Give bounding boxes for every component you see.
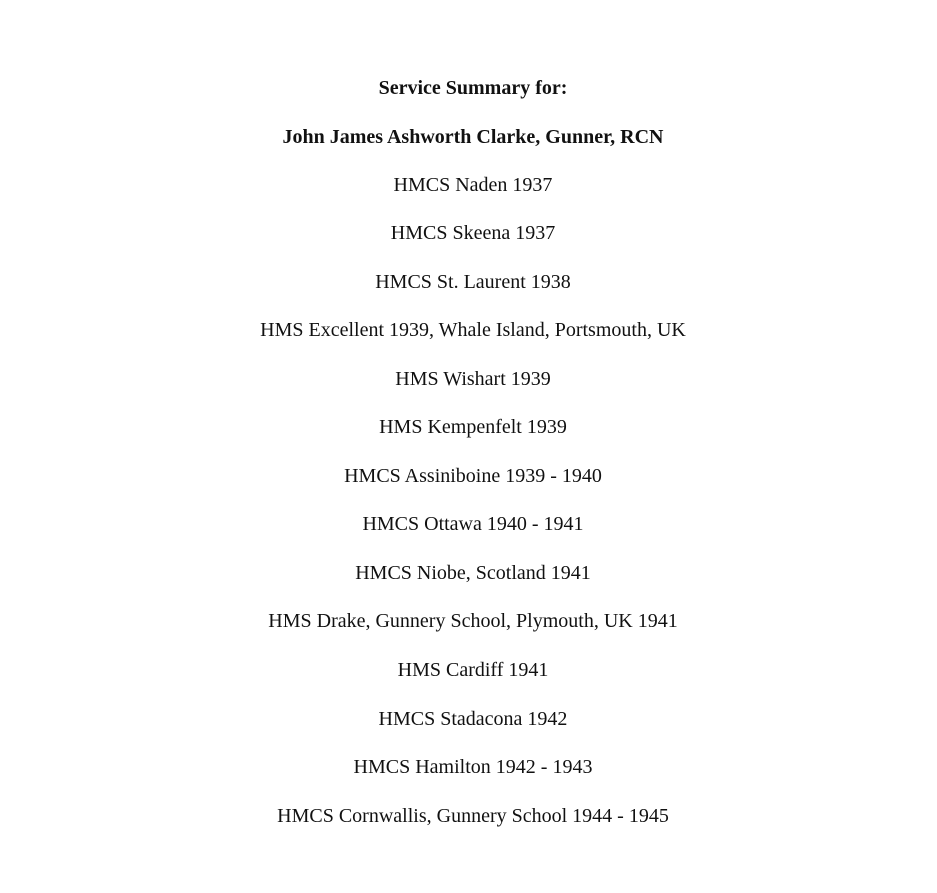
posting-line: HMCS Naden 1937 xyxy=(393,174,553,196)
posting-line: HMS Excellent 1939, Whale Island, Portsmouth, UK xyxy=(260,319,686,341)
posting-line: HMCS Niobe, Scotland 1941 xyxy=(355,562,591,584)
posting-line: HMCS Skeena 1937 xyxy=(390,222,556,244)
posting-line: HMS Drake, Gunnery School, Plymouth, UK 1941 xyxy=(268,610,678,632)
posting-line: HMCS Assiniboine 1939 - 1940 xyxy=(344,465,602,487)
posting-line: HMS Cardiff 1941 xyxy=(397,659,549,681)
posting-line: HMCS St. Laurent 1938 xyxy=(375,271,571,293)
posting-line: HMCS Hamilton 1942 - 1943 xyxy=(353,756,593,778)
document-heading: Service Summary for: xyxy=(378,77,568,99)
posting-line: HMS Wishart 1939 xyxy=(395,368,551,390)
posting-line: HMCS Ottawa 1940 - 1941 xyxy=(362,513,584,535)
person-name: John James Ashworth Clarke, Gunner, RCN xyxy=(282,126,664,148)
posting-line: HMCS Stadacona 1942 xyxy=(378,708,568,730)
posting-line: HMCS Cornwallis, Gunnery School 1944 - 1945 xyxy=(277,805,669,827)
posting-line: HMS Kempenfelt 1939 xyxy=(379,416,567,438)
